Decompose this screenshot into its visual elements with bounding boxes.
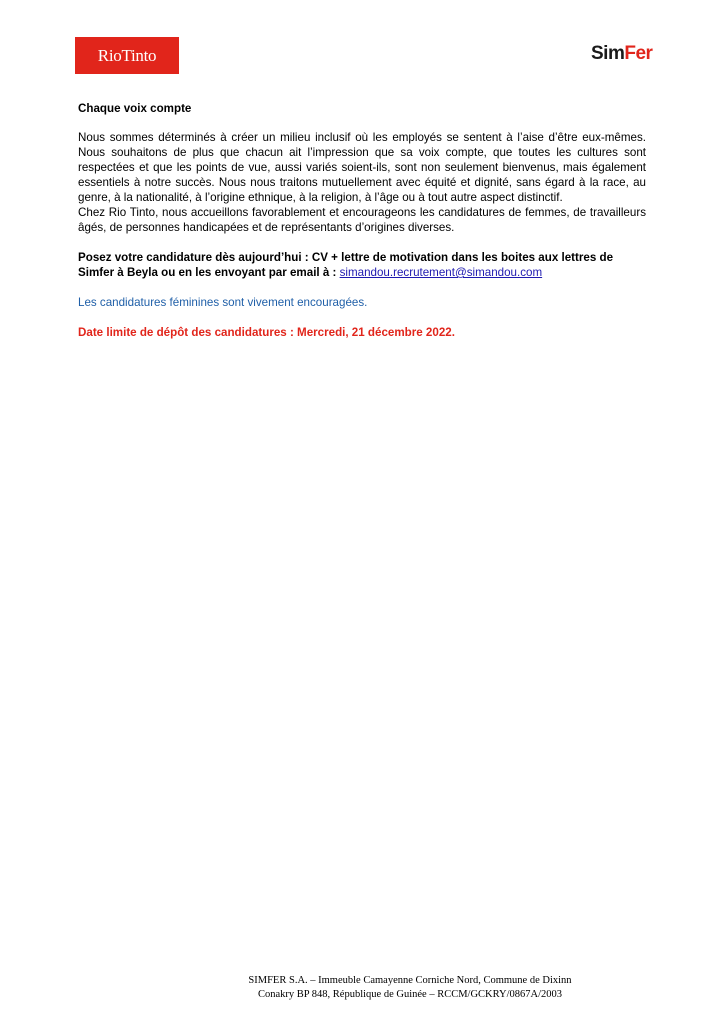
apply-instructions: [78, 250, 646, 280]
simfer-logo: [591, 43, 652, 65]
email-link[interactable]: simandou.recrutement@simandou.com: [339, 266, 543, 279]
section-heading: Chaque voix compte: [78, 102, 192, 115]
document-body: [78, 101, 646, 340]
riotinto-logo: [75, 37, 179, 74]
deadline-notice: Date limite de dépôt des candidatures : Mercredi, 21 décembre 2022.: [78, 326, 455, 339]
riotinto-logo-text: RioTinto: [97, 45, 157, 65]
simfer-logo-sim: Sim: [591, 43, 625, 64]
apply-text: Posez votre candidature dès aujourd’hui : CV + lettre de motivation dans les boites aux lettres de Simfer à Beyla ou en les envoyant par email à :: [78, 251, 614, 279]
women-encouraged-note: Les candidatures féminines sont vivement encouragées.: [78, 296, 368, 309]
inclusion-paragraph: Nous sommes déterminés à créer un milieu inclusif où les employés se sentent à l’aise d’être eux-mêmes. Nous souhaitons de plus que chacun ait l’impression que sa voix compte, que toutes les cultures sont respectées et que les points de vue, aussi variés soient-ils, sont non seulement bienvenus, mais également essentiels à notre succès. Nous nous traitons mutuellement avec équité et dignité, sans égard à la race, au genre, à la nationalité, à l’origine ethnique, à la religion, à l’âge ou à tout autre aspect distinctif.: [78, 131, 646, 204]
footer-address: [220, 974, 600, 1002]
simfer-logo-fer: Fer: [624, 43, 653, 64]
footer-line-1: SIMFER S.A. – Immeuble Camayenne Corniche Nord, Commune de Dixinn: [248, 975, 572, 986]
footer-line-2: Conakry BP 848, République de Guinée – RCCM/GCKRY/0867A/2003: [257, 989, 563, 1000]
welcome-paragraph: Chez Rio Tinto, nous accueillons favorablement et encourageons les candidatures de femmes, de travailleurs âgés, de personnes handicapées et de représentants d’origines diverses.: [78, 206, 646, 234]
